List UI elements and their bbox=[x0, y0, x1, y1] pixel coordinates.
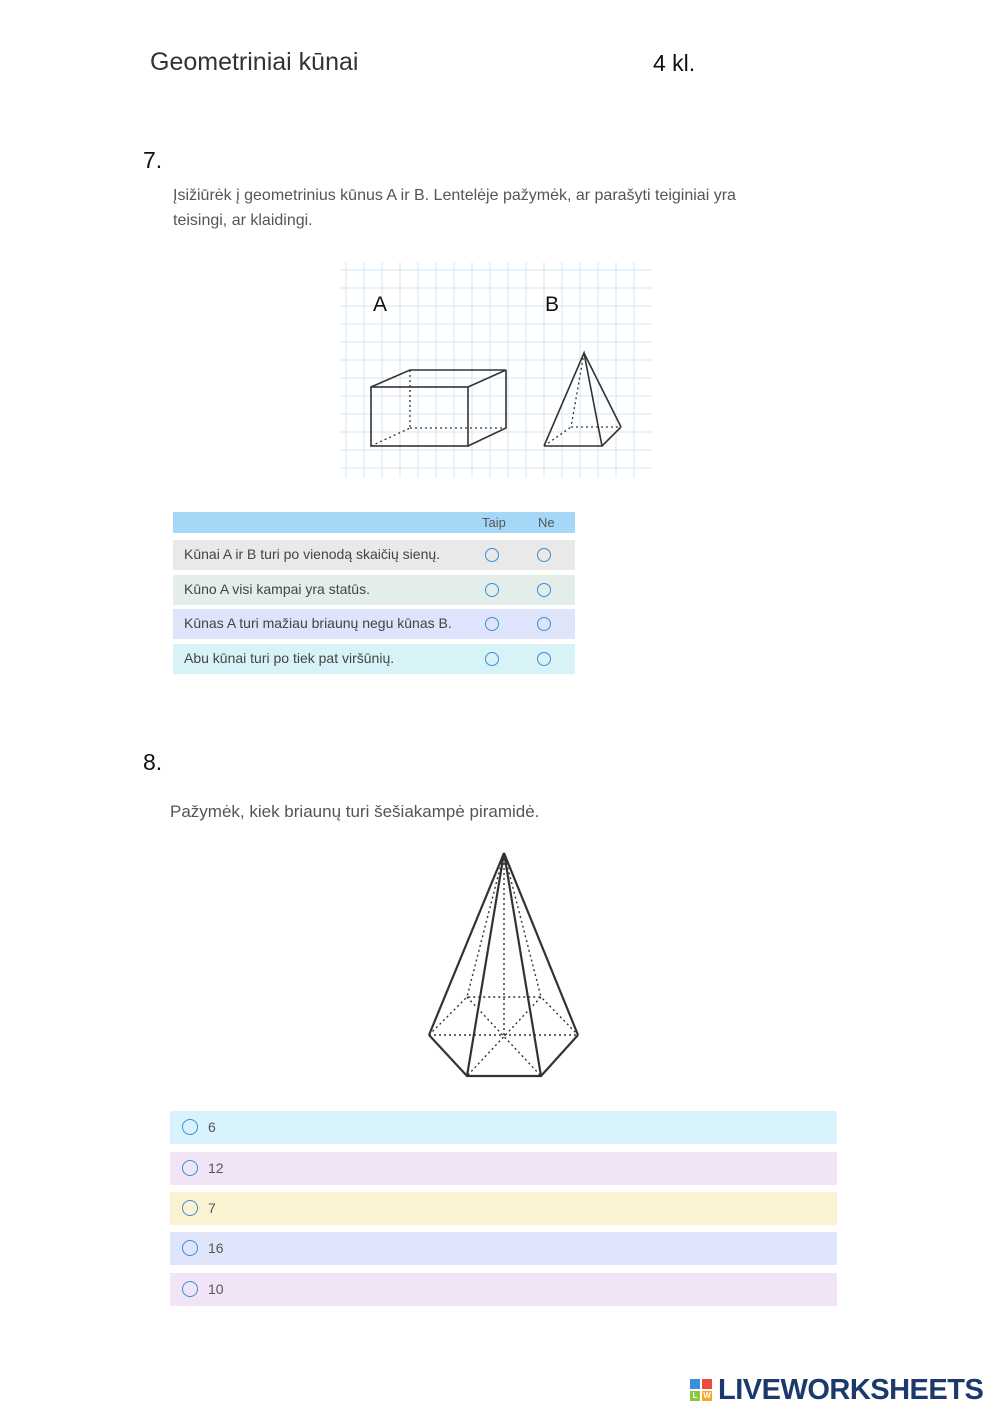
table-header bbox=[173, 512, 575, 533]
option-row[interactable] bbox=[170, 1273, 837, 1306]
question-7-table bbox=[173, 512, 575, 674]
option-radio[interactable] bbox=[182, 1200, 198, 1216]
question-8-instruction: Pažymėk, kiek briaunų turi šešiakampė piramidė. bbox=[170, 802, 540, 821]
grade-label: 4 kl. bbox=[653, 50, 696, 76]
radio-no-row-3[interactable] bbox=[537, 617, 551, 631]
table-row bbox=[173, 575, 575, 605]
option-radio[interactable] bbox=[182, 1119, 198, 1135]
option-radio[interactable] bbox=[182, 1160, 198, 1176]
radio-no-row-2[interactable] bbox=[537, 583, 551, 597]
option-label: 10 bbox=[208, 1281, 224, 1297]
radio-yes-row-3[interactable] bbox=[485, 617, 499, 631]
option-row[interactable] bbox=[170, 1111, 837, 1144]
figure-label-a: A bbox=[373, 293, 388, 316]
radio-yes-row-2[interactable] bbox=[485, 583, 499, 597]
statement-text: Kūnas A turi mažiau briaunų negu kūnas B. bbox=[184, 615, 452, 631]
question-7-number: 7. bbox=[143, 147, 163, 173]
option-label: 16 bbox=[208, 1240, 224, 1256]
column-yes-header: Taip bbox=[482, 515, 506, 530]
hexagonal-pyramid-figure bbox=[420, 845, 590, 1085]
worksheet-title: Geometriniai kūnai bbox=[150, 48, 359, 76]
option-row[interactable] bbox=[170, 1232, 837, 1265]
cuboid-a bbox=[371, 370, 506, 446]
logo-mark-letter-l: L bbox=[690, 1391, 700, 1401]
statement-text: Kūno A visi kampai yra statūs. bbox=[184, 580, 370, 597]
radio-yes-row-1[interactable] bbox=[485, 548, 499, 562]
option-radio[interactable] bbox=[182, 1281, 198, 1297]
logo-text: LIVEWORKSHEETS bbox=[718, 1374, 984, 1406]
table-row bbox=[173, 644, 575, 674]
option-radio[interactable] bbox=[182, 1240, 198, 1256]
table-row bbox=[173, 540, 575, 570]
table-row bbox=[173, 609, 575, 639]
option-row[interactable] bbox=[170, 1192, 837, 1225]
question-8-number: 8. bbox=[143, 749, 163, 775]
column-no-header: Ne bbox=[538, 515, 555, 530]
figure-label-b: B bbox=[545, 293, 560, 316]
option-label: 12 bbox=[208, 1160, 224, 1176]
question-7-instruction-line-1: Įsižiūrėk į geometrinius kūnus A ir B. Lentelėje pažymėk, ar parašyti teiginiai yra bbox=[173, 187, 736, 204]
radio-yes-row-4[interactable] bbox=[485, 652, 499, 666]
option-label: 6 bbox=[208, 1119, 216, 1135]
statement-text: Kūnai A ir B turi po vienodą skaičių sienų. bbox=[184, 546, 441, 562]
logo-mark-letter-w: W bbox=[703, 1391, 711, 1400]
question-7-instruction bbox=[173, 183, 736, 233]
option-row[interactable] bbox=[170, 1152, 837, 1185]
logo-mark-icon bbox=[690, 1379, 714, 1403]
radio-no-row-1[interactable] bbox=[537, 548, 551, 562]
statement-text: Abu kūnai turi po tiek pat viršūnių. bbox=[184, 649, 395, 666]
option-label: 7 bbox=[208, 1200, 216, 1216]
solids-a-b-figure bbox=[340, 262, 652, 478]
question-7-instruction-line-2: teisingi, ar klaidingi. bbox=[173, 212, 313, 229]
radio-no-row-4[interactable] bbox=[537, 652, 551, 666]
